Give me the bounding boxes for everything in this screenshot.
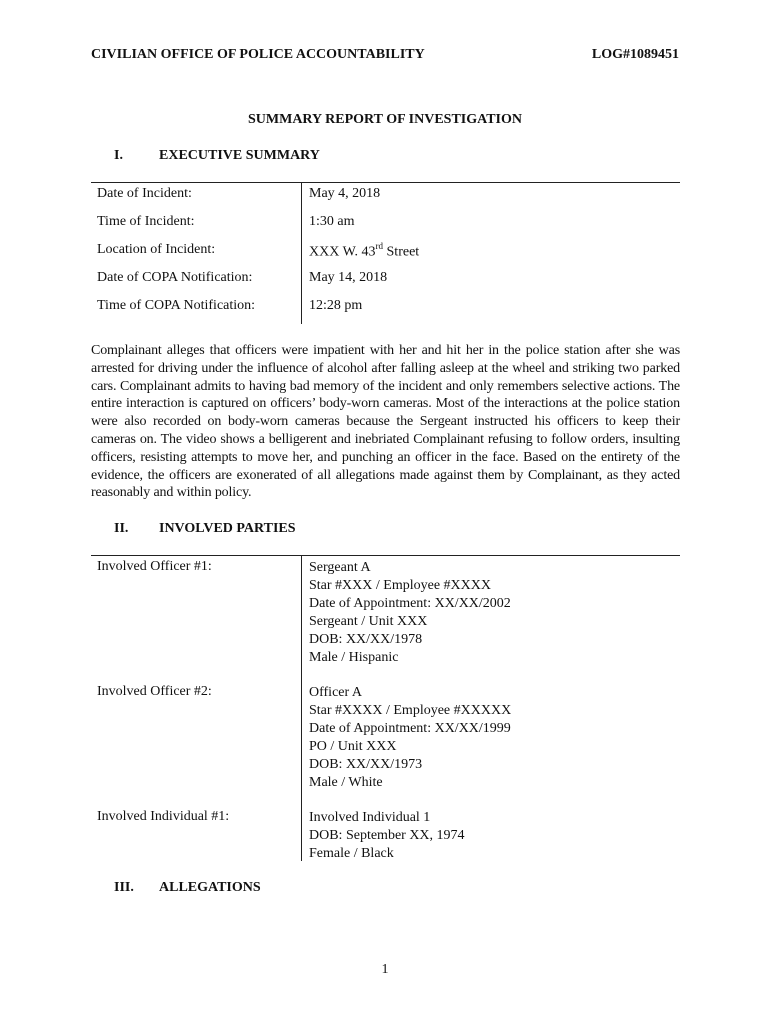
party-detail-line: Involved Individual 1 (309, 810, 431, 825)
report-title: SUMMARY REPORT OF INVESTIGATION (248, 112, 522, 127)
location-suffix: Street (383, 244, 420, 260)
agency-header: CIVILIAN OFFICE OF POLICE ACCOUNTABILITY (91, 47, 425, 62)
section-number: I. (114, 148, 123, 163)
party-detail-line: Sergeant / Unit XXX (309, 614, 428, 629)
party-detail-line: Sergeant A (309, 560, 371, 575)
incident-label: Time of Incident: (97, 214, 195, 229)
party-detail-line: DOB: XX/XX/1978 (309, 632, 423, 647)
section-title: ALLEGATIONS (159, 880, 261, 895)
section-number: III. (114, 880, 134, 895)
party-detail-line: Date of Appointment: XX/XX/2002 (309, 596, 511, 611)
incident-value: 12:28 pm (309, 298, 363, 313)
incident-location-value (309, 242, 419, 261)
location-ordinal: rd (375, 241, 384, 251)
party-detail-line: Star #XXX / Employee #XXXX (309, 578, 491, 593)
log-number: LOG#1089451 (591, 47, 679, 62)
table-divider (301, 556, 302, 861)
incident-value: May 4, 2018 (309, 186, 381, 201)
incident-label: Date of Incident: (97, 186, 192, 201)
table-top-rule (91, 555, 680, 556)
party-detail-line: DOB: September XX, 1974 (309, 828, 465, 843)
party-detail-line: Star #XXXX / Employee #XXXXX (309, 703, 512, 718)
party-details (309, 684, 511, 792)
table-divider (301, 183, 302, 324)
table-top-rule (91, 182, 680, 183)
page-number: 1 (381, 962, 389, 977)
party-label: Involved Officer #2: (97, 684, 212, 699)
party-detail-line: DOB: XX/XX/1973 (309, 757, 423, 772)
section-number: II. (114, 521, 129, 536)
party-details (309, 809, 465, 863)
summary-paragraph: Complainant alleges that officers were impatient with her and hit her in the police station after she was arrested for driving under the influence of alcohol after falling asleep at the wheel and striking two parked cars. Complainant admits to having bad memory of the incident and only remembers selective actions. The entire interaction is captured on officers’ body-worn cameras. Most of the interactions at the police station were also recorded on body-worn cameras because the Sergeant instructed his officers to keep their cameras on. The video shows a belligerent and inebriated Complainant refusing to follow orders, insulting officers, resisting attempts to move her, and punching an officer in the face. Based on the entirety of the evidence, the officers are exonerated of all allegations made against them by Complainant, as they acted reasonably and within policy. (91, 343, 680, 501)
party-detail-line: Male / Hispanic (309, 650, 399, 665)
party-detail-line: Female / Black (309, 846, 394, 861)
party-label: Involved Individual #1: (97, 809, 230, 824)
party-detail-line: PO / Unit XXX (309, 739, 397, 754)
party-detail-line: Date of Appointment: XX/XX/1999 (309, 721, 511, 736)
incident-value: 1:30 am (309, 214, 355, 229)
incident-value: May 14, 2018 (309, 270, 388, 285)
party-label: Involved Officer #1: (97, 559, 212, 574)
incident-label: Date of COPA Notification: (97, 270, 253, 285)
party-details (309, 559, 511, 667)
location-text: XXX W. 43 (309, 244, 376, 260)
party-detail-line: Officer A (309, 685, 362, 700)
section-title: EXECUTIVE SUMMARY (159, 148, 320, 163)
party-detail-line: Male / White (309, 775, 383, 790)
incident-label: Location of Incident: (97, 242, 216, 257)
incident-label: Time of COPA Notification: (97, 298, 256, 313)
section-title: INVOLVED PARTIES (159, 521, 296, 536)
